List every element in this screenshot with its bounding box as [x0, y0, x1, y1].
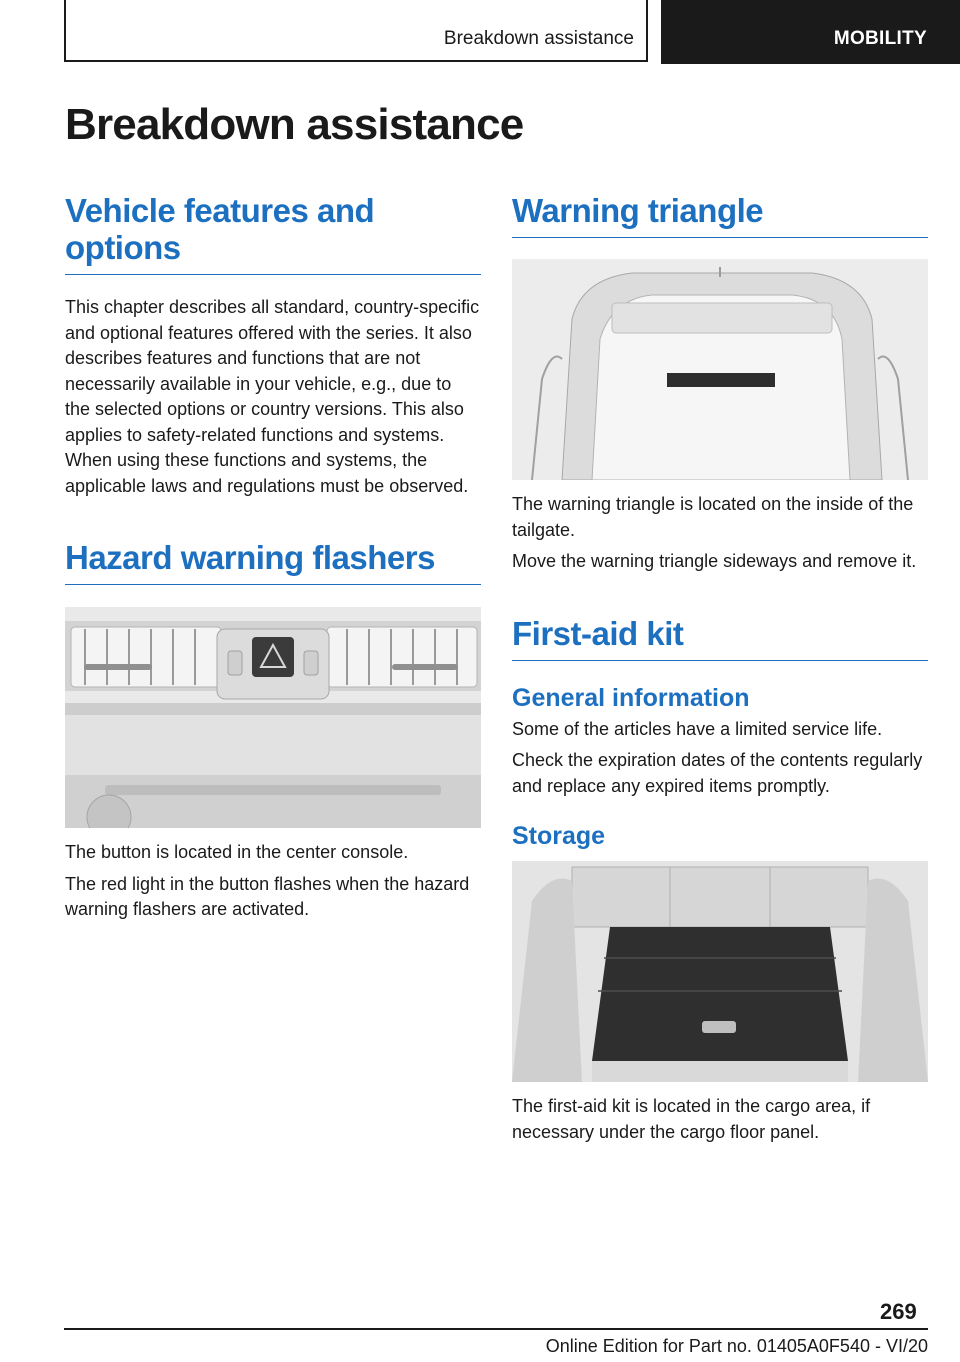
- cargo-area-illustration: [512, 861, 928, 1082]
- header-section-tab: [64, 0, 648, 62]
- page-number: 269: [880, 1299, 917, 1324]
- general-info-text-1: Some of the articles have a limited service life.: [512, 718, 883, 739]
- left-column: [65, 192, 481, 923]
- heading-warning-triangle: Warning triangle: [512, 192, 928, 238]
- general-info-text-2: Check the expiration dates of the contents regularly and replace any expired items promptly.: [512, 750, 923, 796]
- tailgate-illustration: [512, 259, 928, 480]
- heading-hazard-flashers: Hazard warning flashers: [65, 539, 481, 585]
- header-section-title: Breakdown assistance: [443, 28, 634, 49]
- page-title: Breakdown assistance: [65, 100, 524, 149]
- footer-edition: Online Edition for Part no. 01405A0F540 - VI/20: [545, 1336, 928, 1356]
- triangle-location-text: The warning triangle is located on the inside of the tailgate.: [512, 494, 914, 540]
- footer-rule: [64, 1328, 928, 1330]
- heading-rule: [65, 266, 481, 275]
- first-aid-storage-image: [512, 861, 928, 1082]
- warning-triangle-image: [512, 259, 928, 480]
- center-console-illustration: [65, 607, 481, 828]
- heading-first-aid-kit: First-aid kit: [512, 615, 928, 661]
- right-column: [512, 192, 928, 1145]
- heading-vehicle-features: Vehicle features and options: [65, 192, 375, 266]
- hazard-light-text: The red light in the button flashes when the hazard warning flashers are activated.: [65, 873, 470, 919]
- storage-text: The first-aid kit is located in the cargo area, if necessary under the cargo floor panel.: [512, 1096, 871, 1142]
- heading-storage: Storage: [512, 822, 606, 850]
- header-chapter-title: MOBILITY: [833, 28, 927, 49]
- hazard-location-text: The button is located in the center console.: [65, 842, 409, 862]
- heading-general-information: General information: [512, 683, 750, 712]
- vehicle-features-text: This chapter describes all standard, country-specific and optional features offered with the series. It also describes features and functions that are not necessarily available in your vehicle, e.g., due to the selected options or country versions. This also applies to safety-related functions and systems. When using these functions and systems, the applicable laws and regulations must be observed.: [65, 297, 480, 496]
- hazard-flasher-image: [65, 607, 481, 828]
- header-chapter-tab: [661, 0, 960, 64]
- triangle-remove-text: Move the warning triangle sideways and remove it.: [512, 551, 917, 571]
